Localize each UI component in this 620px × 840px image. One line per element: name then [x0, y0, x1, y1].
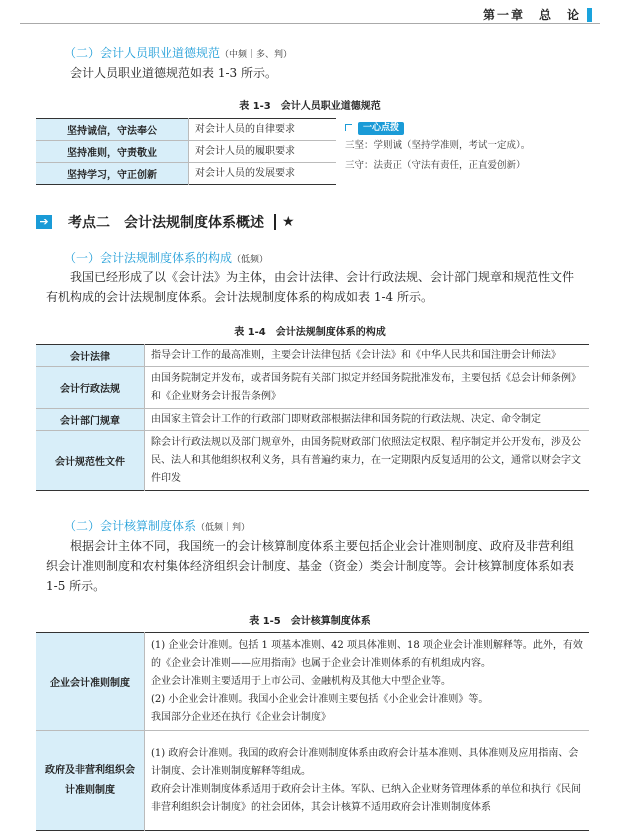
- table-1-4: [36, 344, 589, 491]
- table-row: [36, 345, 589, 367]
- section-divider: [274, 214, 276, 230]
- table-1-5-caption: 表 1-5 会计核算制度体系: [249, 616, 371, 627]
- table-value: 由国家主管会计工作的行政部门即财政部根据法律和国务院的行政法规、决定、命令制定: [145, 409, 590, 431]
- header-rule: [20, 23, 600, 24]
- section-heading: [36, 212, 295, 232]
- table-key: 政府及非营利组织会计准则制度: [36, 731, 145, 831]
- subsection-heading-accounting: [64, 517, 250, 534]
- tip-corner-icon: [345, 124, 352, 131]
- table-row: [36, 141, 336, 163]
- table-row: [36, 431, 589, 491]
- table-key: 坚持诚信，守法奉公: [36, 119, 189, 141]
- table-1-3: [36, 118, 336, 185]
- tip-box: [345, 120, 585, 176]
- running-header: [483, 6, 592, 23]
- table-value: 对会计人员的自律要求: [189, 119, 337, 141]
- table-key: 会计规范性文件: [36, 431, 145, 491]
- star-icon: ★: [282, 214, 295, 230]
- table-1-4-caption: 表 1-4 会计法规制度体系的构成: [234, 327, 386, 338]
- table-key: 会计行政法规: [36, 367, 145, 409]
- table-1-3-caption: 表 1-3 会计人员职业道德规范: [239, 101, 381, 112]
- table-value: 对会计人员的发展要求: [195, 167, 295, 179]
- table-value: 除会计行政法规以及部门规章外，由国务院财政部门依照法定权限、程序制定并公开发布，涉及公民、法人和其他组织权利义务，具有普遍约束力，在一定期限内反复适用的公文，通常以财会字文件印发: [151, 436, 581, 484]
- table-line: 我国部分企业还在执行《企业会计制度》: [151, 711, 331, 723]
- frequency-note: （低频）: [232, 255, 269, 265]
- table-key: 企业会计准则制度: [36, 633, 145, 731]
- subsection-title: （二）会计人员职业道德规范: [64, 46, 221, 60]
- table-line: 政府会计准则制度体系适用于政府会计主体。军队、已纳入企业财务管理体系的单位和执行《民间非营利组织会计制度》的社会团体，其会计核算不适用政府会计准则制度体系: [151, 783, 581, 813]
- table-line: 企业会计准则主要适用于上市公司、金融机构及其他大中型企业等。: [151, 675, 451, 687]
- tip-line: 三坚：学则诚（坚持学准则，考试一定成）。: [345, 140, 531, 151]
- subsection-title: （一）会计法规制度体系的构成: [64, 251, 233, 265]
- tip-line: 三守：法责正（守法有责任，正直爱创新）: [345, 160, 526, 171]
- table-line: (1) 政府会计准则。我国的政府会计准则制度体系由政府会计基本准则、具体准则及应用指南、会计制度、会计准则制度解释等组成。: [151, 747, 579, 777]
- tip-badge: 一心点拨: [358, 122, 404, 135]
- table-value: 对会计人员的履职要求: [189, 141, 337, 163]
- table-key: 会计法律: [36, 345, 145, 367]
- table-row: [36, 163, 336, 185]
- table-row: [36, 367, 589, 409]
- subsection-heading-ethics: [64, 44, 292, 61]
- header-accent-bar: [587, 8, 592, 22]
- table-value: 由国务院制定并发布，或者国务院有关部门拟定并经国务院批准发布，主要包括《总会计师条例》和《企业财务会计报告条例》: [145, 367, 590, 409]
- ethics-intro: 会计人员职业道德规范如表 1-3 所示。: [70, 66, 277, 80]
- table-key: 会计部门规章: [36, 409, 145, 431]
- table-1-5: [36, 632, 589, 831]
- frequency-note: （中频｜多、判）: [220, 50, 293, 60]
- table-value: [145, 633, 590, 731]
- subsection-title: （二）会计核算制度体系: [64, 519, 197, 533]
- table-line: (1) 企业会计准则。包括 1 项基本准则、42 项具体准则、18 项企业会计准则解释等。此外，有效的《企业会计准则——应用指南》也属于企业会计准则体系的有机组成内容。: [151, 639, 583, 669]
- section-title: 考点二 会计法规制度体系概述: [68, 215, 264, 231]
- table-value: [145, 731, 590, 831]
- table-key: 坚持准则，守责敬业: [36, 141, 189, 163]
- table-line: (2) 小企业会计准则。我国小企业会计准则主要包括《小企业会计准则》等。: [151, 693, 489, 705]
- arrow-right-icon: ➔: [36, 215, 52, 229]
- table-row: [36, 633, 589, 731]
- chapter-title: 第一章 总 论: [482, 8, 581, 22]
- structure-paragraph: 我国已经形成了以《会计法》为主体，由会计法律、会计行政法规、会计部门规章和规范性文件有机构成的会计法规制度体系。会计法规制度体系的构成如表 1-4 所示。: [46, 270, 575, 304]
- subsection-heading-structure: [64, 249, 268, 266]
- accounting-paragraph: 根据会计主体不同，我国统一的会计核算制度体系主要包括企业会计准则制度、政府及非营利组织会计准则制度和农村集体经济组织会计制度、基金（资金）类会计制度等。会计核算制度体系如表 1-5 所示。: [46, 539, 575, 593]
- table-row: [36, 409, 589, 431]
- table-row: [36, 119, 336, 141]
- table-key: 坚持学习，守正创新: [36, 163, 189, 185]
- frequency-note: （低频｜判）: [196, 523, 251, 533]
- table-row: [36, 731, 589, 831]
- table-value: 指导会计工作的最高准则，主要会计法律包括《会计法》和《中华人民共和国注册会计师法》: [145, 345, 590, 367]
